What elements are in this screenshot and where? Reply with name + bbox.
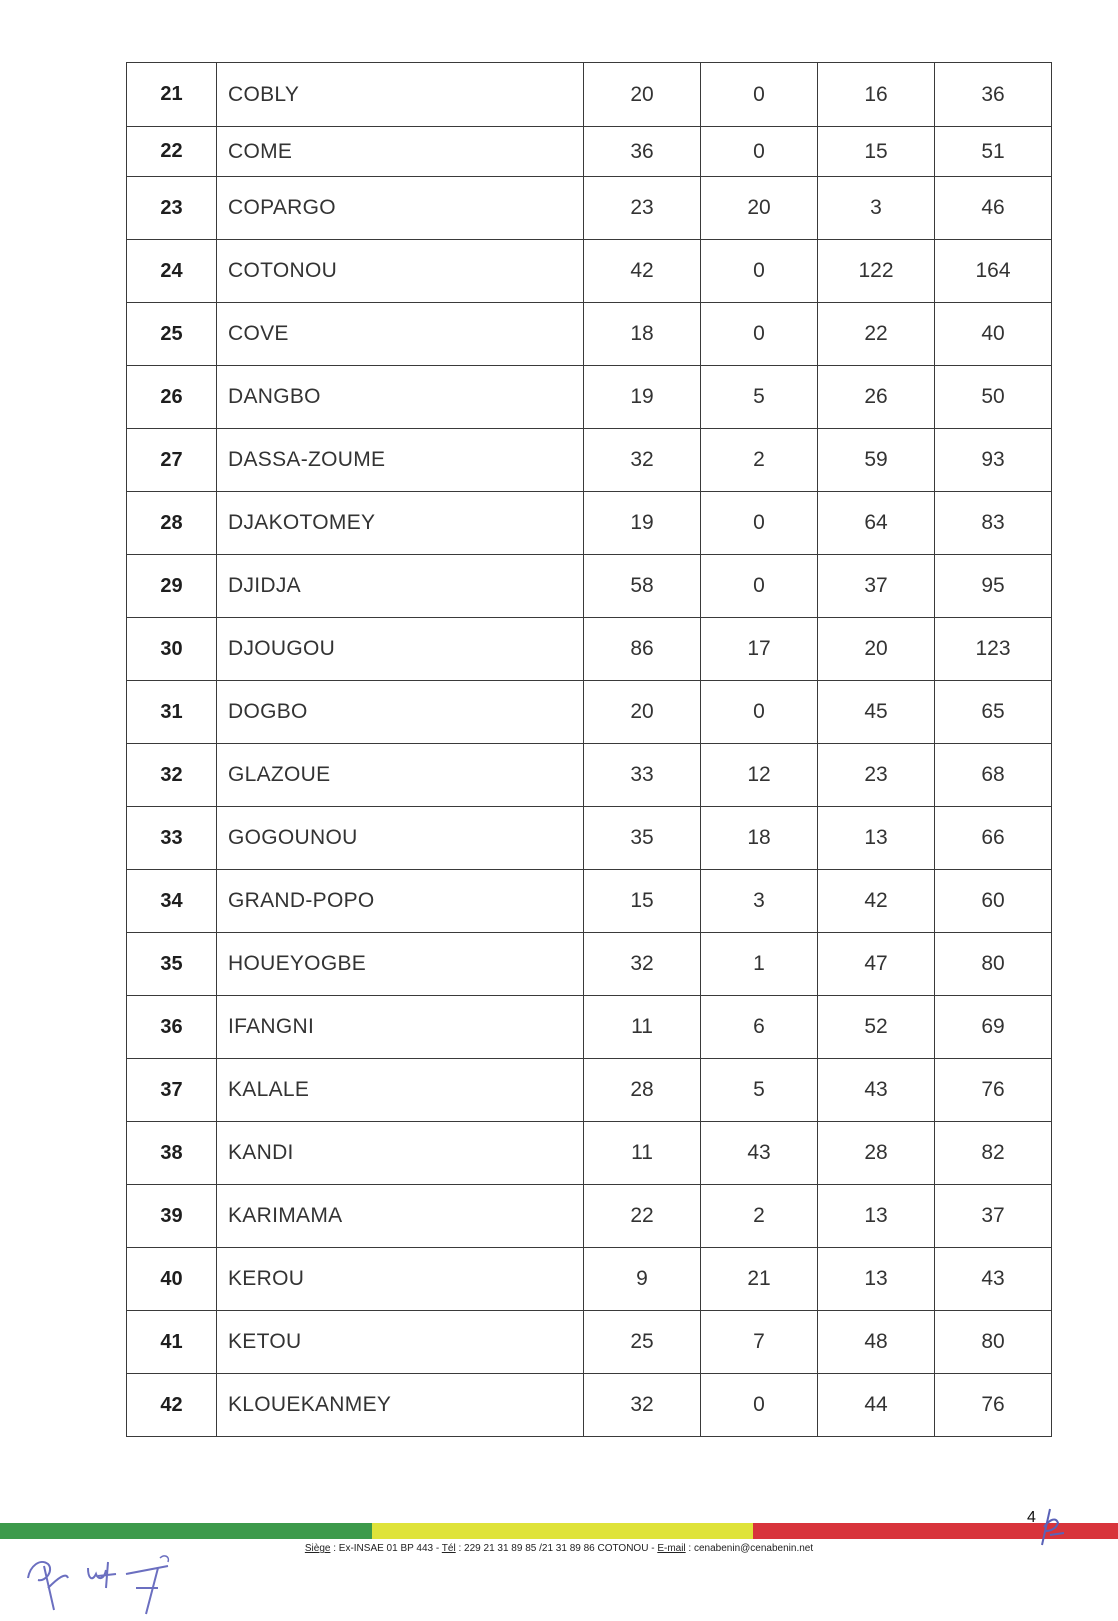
value-col2-cell: 2 bbox=[701, 429, 818, 492]
table-row bbox=[127, 996, 1052, 1059]
row-number-cell: 34 bbox=[127, 870, 217, 933]
footer-address-text: : Ex-INSAE 01 BP 443 - bbox=[330, 1543, 442, 1554]
value-col3-cell: 59 bbox=[818, 429, 935, 492]
total-cell: 80 bbox=[935, 1311, 1052, 1374]
total-cell: 76 bbox=[935, 1374, 1052, 1437]
total-cell: 50 bbox=[935, 366, 1052, 429]
value-col1-cell: 23 bbox=[584, 177, 701, 240]
total-cell: 95 bbox=[935, 555, 1052, 618]
commune-name-cell: COVE bbox=[217, 303, 584, 366]
commune-name-cell: HOUEYOGBE bbox=[217, 933, 584, 996]
table-row bbox=[127, 240, 1052, 303]
table-row bbox=[127, 1374, 1052, 1437]
table-row bbox=[127, 555, 1052, 618]
table-row bbox=[127, 807, 1052, 870]
value-col3-cell: 3 bbox=[818, 177, 935, 240]
footer-tel-label: Tél bbox=[441, 1543, 456, 1554]
total-cell: 83 bbox=[935, 492, 1052, 555]
value-col3-cell: 15 bbox=[818, 127, 935, 177]
value-col2-cell: 0 bbox=[701, 303, 818, 366]
table-row bbox=[127, 1185, 1052, 1248]
commune-name-cell: GLAZOUE bbox=[217, 744, 584, 807]
value-col2-cell: 20 bbox=[701, 177, 818, 240]
footer-siege-label: Siège bbox=[304, 1543, 331, 1554]
total-cell: 37 bbox=[935, 1185, 1052, 1248]
row-number-cell: 30 bbox=[127, 618, 217, 681]
value-col2-cell: 0 bbox=[701, 1374, 818, 1437]
value-col1-cell: 9 bbox=[584, 1248, 701, 1311]
value-col1-cell: 20 bbox=[584, 63, 701, 127]
value-col2-cell: 17 bbox=[701, 618, 818, 681]
value-col2-cell: 0 bbox=[701, 63, 818, 127]
value-col1-cell: 19 bbox=[584, 492, 701, 555]
value-col2-cell: 5 bbox=[701, 366, 818, 429]
row-number-cell: 33 bbox=[127, 807, 217, 870]
footer-email-text: : cenabenin@cenabenin.net bbox=[685, 1543, 814, 1554]
commune-name-cell: KANDI bbox=[217, 1122, 584, 1185]
total-cell: 51 bbox=[935, 127, 1052, 177]
flag-color-bar bbox=[0, 1523, 1118, 1539]
table-row bbox=[127, 870, 1052, 933]
value-col2-cell: 43 bbox=[701, 1122, 818, 1185]
value-col1-cell: 58 bbox=[584, 555, 701, 618]
commune-name-cell: DJAKOTOMEY bbox=[217, 492, 584, 555]
value-col3-cell: 28 bbox=[818, 1122, 935, 1185]
row-number-cell: 41 bbox=[127, 1311, 217, 1374]
value-col1-cell: 19 bbox=[584, 366, 701, 429]
table-row bbox=[127, 744, 1052, 807]
row-number-cell: 32 bbox=[127, 744, 217, 807]
flag-yellow-band bbox=[372, 1523, 753, 1539]
commune-name-cell: DJOUGOU bbox=[217, 618, 584, 681]
value-col3-cell: 23 bbox=[818, 744, 935, 807]
value-col2-cell: 6 bbox=[701, 996, 818, 1059]
commune-name-cell: IFANGNI bbox=[217, 996, 584, 1059]
total-cell: 60 bbox=[935, 870, 1052, 933]
value-col3-cell: 52 bbox=[818, 996, 935, 1059]
total-cell: 123 bbox=[935, 618, 1052, 681]
commune-name-cell: COBLY bbox=[217, 63, 584, 127]
value-col2-cell: 1 bbox=[701, 933, 818, 996]
footer-tel-text: : 229 21 31 89 85 /21 31 89 86 COTONOU - bbox=[455, 1543, 658, 1554]
commune-name-cell: GOGOUNOU bbox=[217, 807, 584, 870]
commune-name-cell: KLOUEKANMEY bbox=[217, 1374, 584, 1437]
value-col1-cell: 35 bbox=[584, 807, 701, 870]
page-number: 4 bbox=[1027, 1509, 1036, 1526]
commune-name-cell: COPARGO bbox=[217, 177, 584, 240]
value-col2-cell: 7 bbox=[701, 1311, 818, 1374]
value-col3-cell: 13 bbox=[818, 807, 935, 870]
row-number-cell: 42 bbox=[127, 1374, 217, 1437]
commune-name-cell: COTONOU bbox=[217, 240, 584, 303]
value-col1-cell: 32 bbox=[584, 933, 701, 996]
value-col2-cell: 5 bbox=[701, 1059, 818, 1122]
row-number-cell: 36 bbox=[127, 996, 217, 1059]
total-cell: 68 bbox=[935, 744, 1052, 807]
table-row bbox=[127, 681, 1052, 744]
flag-green-band bbox=[0, 1523, 372, 1539]
total-cell: 82 bbox=[935, 1122, 1052, 1185]
commune-name-cell: DANGBO bbox=[217, 366, 584, 429]
row-number-cell: 23 bbox=[127, 177, 217, 240]
row-number-cell: 37 bbox=[127, 1059, 217, 1122]
table-row bbox=[127, 303, 1052, 366]
row-number-cell: 22 bbox=[127, 127, 217, 177]
table-row bbox=[127, 366, 1052, 429]
table-row bbox=[127, 63, 1052, 127]
value-col3-cell: 22 bbox=[818, 303, 935, 366]
value-col2-cell: 0 bbox=[701, 555, 818, 618]
value-col2-cell: 0 bbox=[701, 240, 818, 303]
total-cell: 43 bbox=[935, 1248, 1052, 1311]
value-col1-cell: 86 bbox=[584, 618, 701, 681]
row-number-cell: 35 bbox=[127, 933, 217, 996]
value-col3-cell: 13 bbox=[818, 1248, 935, 1311]
total-cell: 93 bbox=[935, 429, 1052, 492]
row-number-cell: 27 bbox=[127, 429, 217, 492]
table-row bbox=[127, 1059, 1052, 1122]
value-col3-cell: 122 bbox=[818, 240, 935, 303]
value-col3-cell: 42 bbox=[818, 870, 935, 933]
commune-name-cell: KALALE bbox=[217, 1059, 584, 1122]
value-col1-cell: 15 bbox=[584, 870, 701, 933]
value-col2-cell: 21 bbox=[701, 1248, 818, 1311]
handwritten-signature bbox=[18, 1548, 198, 1618]
table-row bbox=[127, 429, 1052, 492]
row-number-cell: 24 bbox=[127, 240, 217, 303]
value-col1-cell: 22 bbox=[584, 1185, 701, 1248]
value-col2-cell: 12 bbox=[701, 744, 818, 807]
row-number-cell: 40 bbox=[127, 1248, 217, 1311]
value-col2-cell: 3 bbox=[701, 870, 818, 933]
value-col3-cell: 43 bbox=[818, 1059, 935, 1122]
value-col1-cell: 33 bbox=[584, 744, 701, 807]
commune-name-cell: DASSA-ZOUME bbox=[217, 429, 584, 492]
commune-name-cell: KETOU bbox=[217, 1311, 584, 1374]
value-col3-cell: 47 bbox=[818, 933, 935, 996]
row-number-cell: 38 bbox=[127, 1122, 217, 1185]
page-initial-mark bbox=[1030, 1505, 1080, 1551]
table-row bbox=[127, 933, 1052, 996]
value-col2-cell: 0 bbox=[701, 127, 818, 177]
table-row bbox=[127, 127, 1052, 177]
value-col1-cell: 11 bbox=[584, 1122, 701, 1185]
total-cell: 40 bbox=[935, 303, 1052, 366]
total-cell: 46 bbox=[935, 177, 1052, 240]
table-row bbox=[127, 1122, 1052, 1185]
total-cell: 164 bbox=[935, 240, 1052, 303]
row-number-cell: 29 bbox=[127, 555, 217, 618]
commune-name-cell: DOGBO bbox=[217, 681, 584, 744]
value-col2-cell: 18 bbox=[701, 807, 818, 870]
value-col1-cell: 18 bbox=[584, 303, 701, 366]
value-col3-cell: 37 bbox=[818, 555, 935, 618]
value-col1-cell: 36 bbox=[584, 127, 701, 177]
total-cell: 80 bbox=[935, 933, 1052, 996]
total-cell: 76 bbox=[935, 1059, 1052, 1122]
total-cell: 66 bbox=[935, 807, 1052, 870]
value-col2-cell: 0 bbox=[701, 492, 818, 555]
value-col3-cell: 16 bbox=[818, 63, 935, 127]
value-col1-cell: 25 bbox=[584, 1311, 701, 1374]
value-col1-cell: 28 bbox=[584, 1059, 701, 1122]
value-col1-cell: 42 bbox=[584, 240, 701, 303]
value-col2-cell: 2 bbox=[701, 1185, 818, 1248]
value-col3-cell: 13 bbox=[818, 1185, 935, 1248]
value-col3-cell: 26 bbox=[818, 366, 935, 429]
row-number-cell: 39 bbox=[127, 1185, 217, 1248]
value-col3-cell: 20 bbox=[818, 618, 935, 681]
table-row bbox=[127, 1248, 1052, 1311]
row-number-cell: 31 bbox=[127, 681, 217, 744]
value-col3-cell: 48 bbox=[818, 1311, 935, 1374]
row-number-cell: 28 bbox=[127, 492, 217, 555]
total-cell: 69 bbox=[935, 996, 1052, 1059]
commune-name-cell: KARIMAMA bbox=[217, 1185, 584, 1248]
value-col1-cell: 32 bbox=[584, 1374, 701, 1437]
results-table bbox=[126, 62, 1052, 1437]
value-col3-cell: 64 bbox=[818, 492, 935, 555]
commune-name-cell: GRAND-POPO bbox=[217, 870, 584, 933]
value-col3-cell: 44 bbox=[818, 1374, 935, 1437]
value-col3-cell: 45 bbox=[818, 681, 935, 744]
commune-name-cell: COME bbox=[217, 127, 584, 177]
value-col1-cell: 32 bbox=[584, 429, 701, 492]
value-col1-cell: 20 bbox=[584, 681, 701, 744]
footer-email-label: E-mail bbox=[657, 1543, 686, 1554]
table-row bbox=[127, 177, 1052, 240]
commune-name-cell: DJIDJA bbox=[217, 555, 584, 618]
value-col1-cell: 11 bbox=[584, 996, 701, 1059]
table-row bbox=[127, 1311, 1052, 1374]
row-number-cell: 21 bbox=[127, 63, 217, 127]
value-col2-cell: 0 bbox=[701, 681, 818, 744]
table-row bbox=[127, 492, 1052, 555]
total-cell: 36 bbox=[935, 63, 1052, 127]
results-table-body bbox=[127, 63, 1052, 1437]
row-number-cell: 26 bbox=[127, 366, 217, 429]
row-number-cell: 25 bbox=[127, 303, 217, 366]
commune-name-cell: KEROU bbox=[217, 1248, 584, 1311]
table-row bbox=[127, 618, 1052, 681]
total-cell: 65 bbox=[935, 681, 1052, 744]
